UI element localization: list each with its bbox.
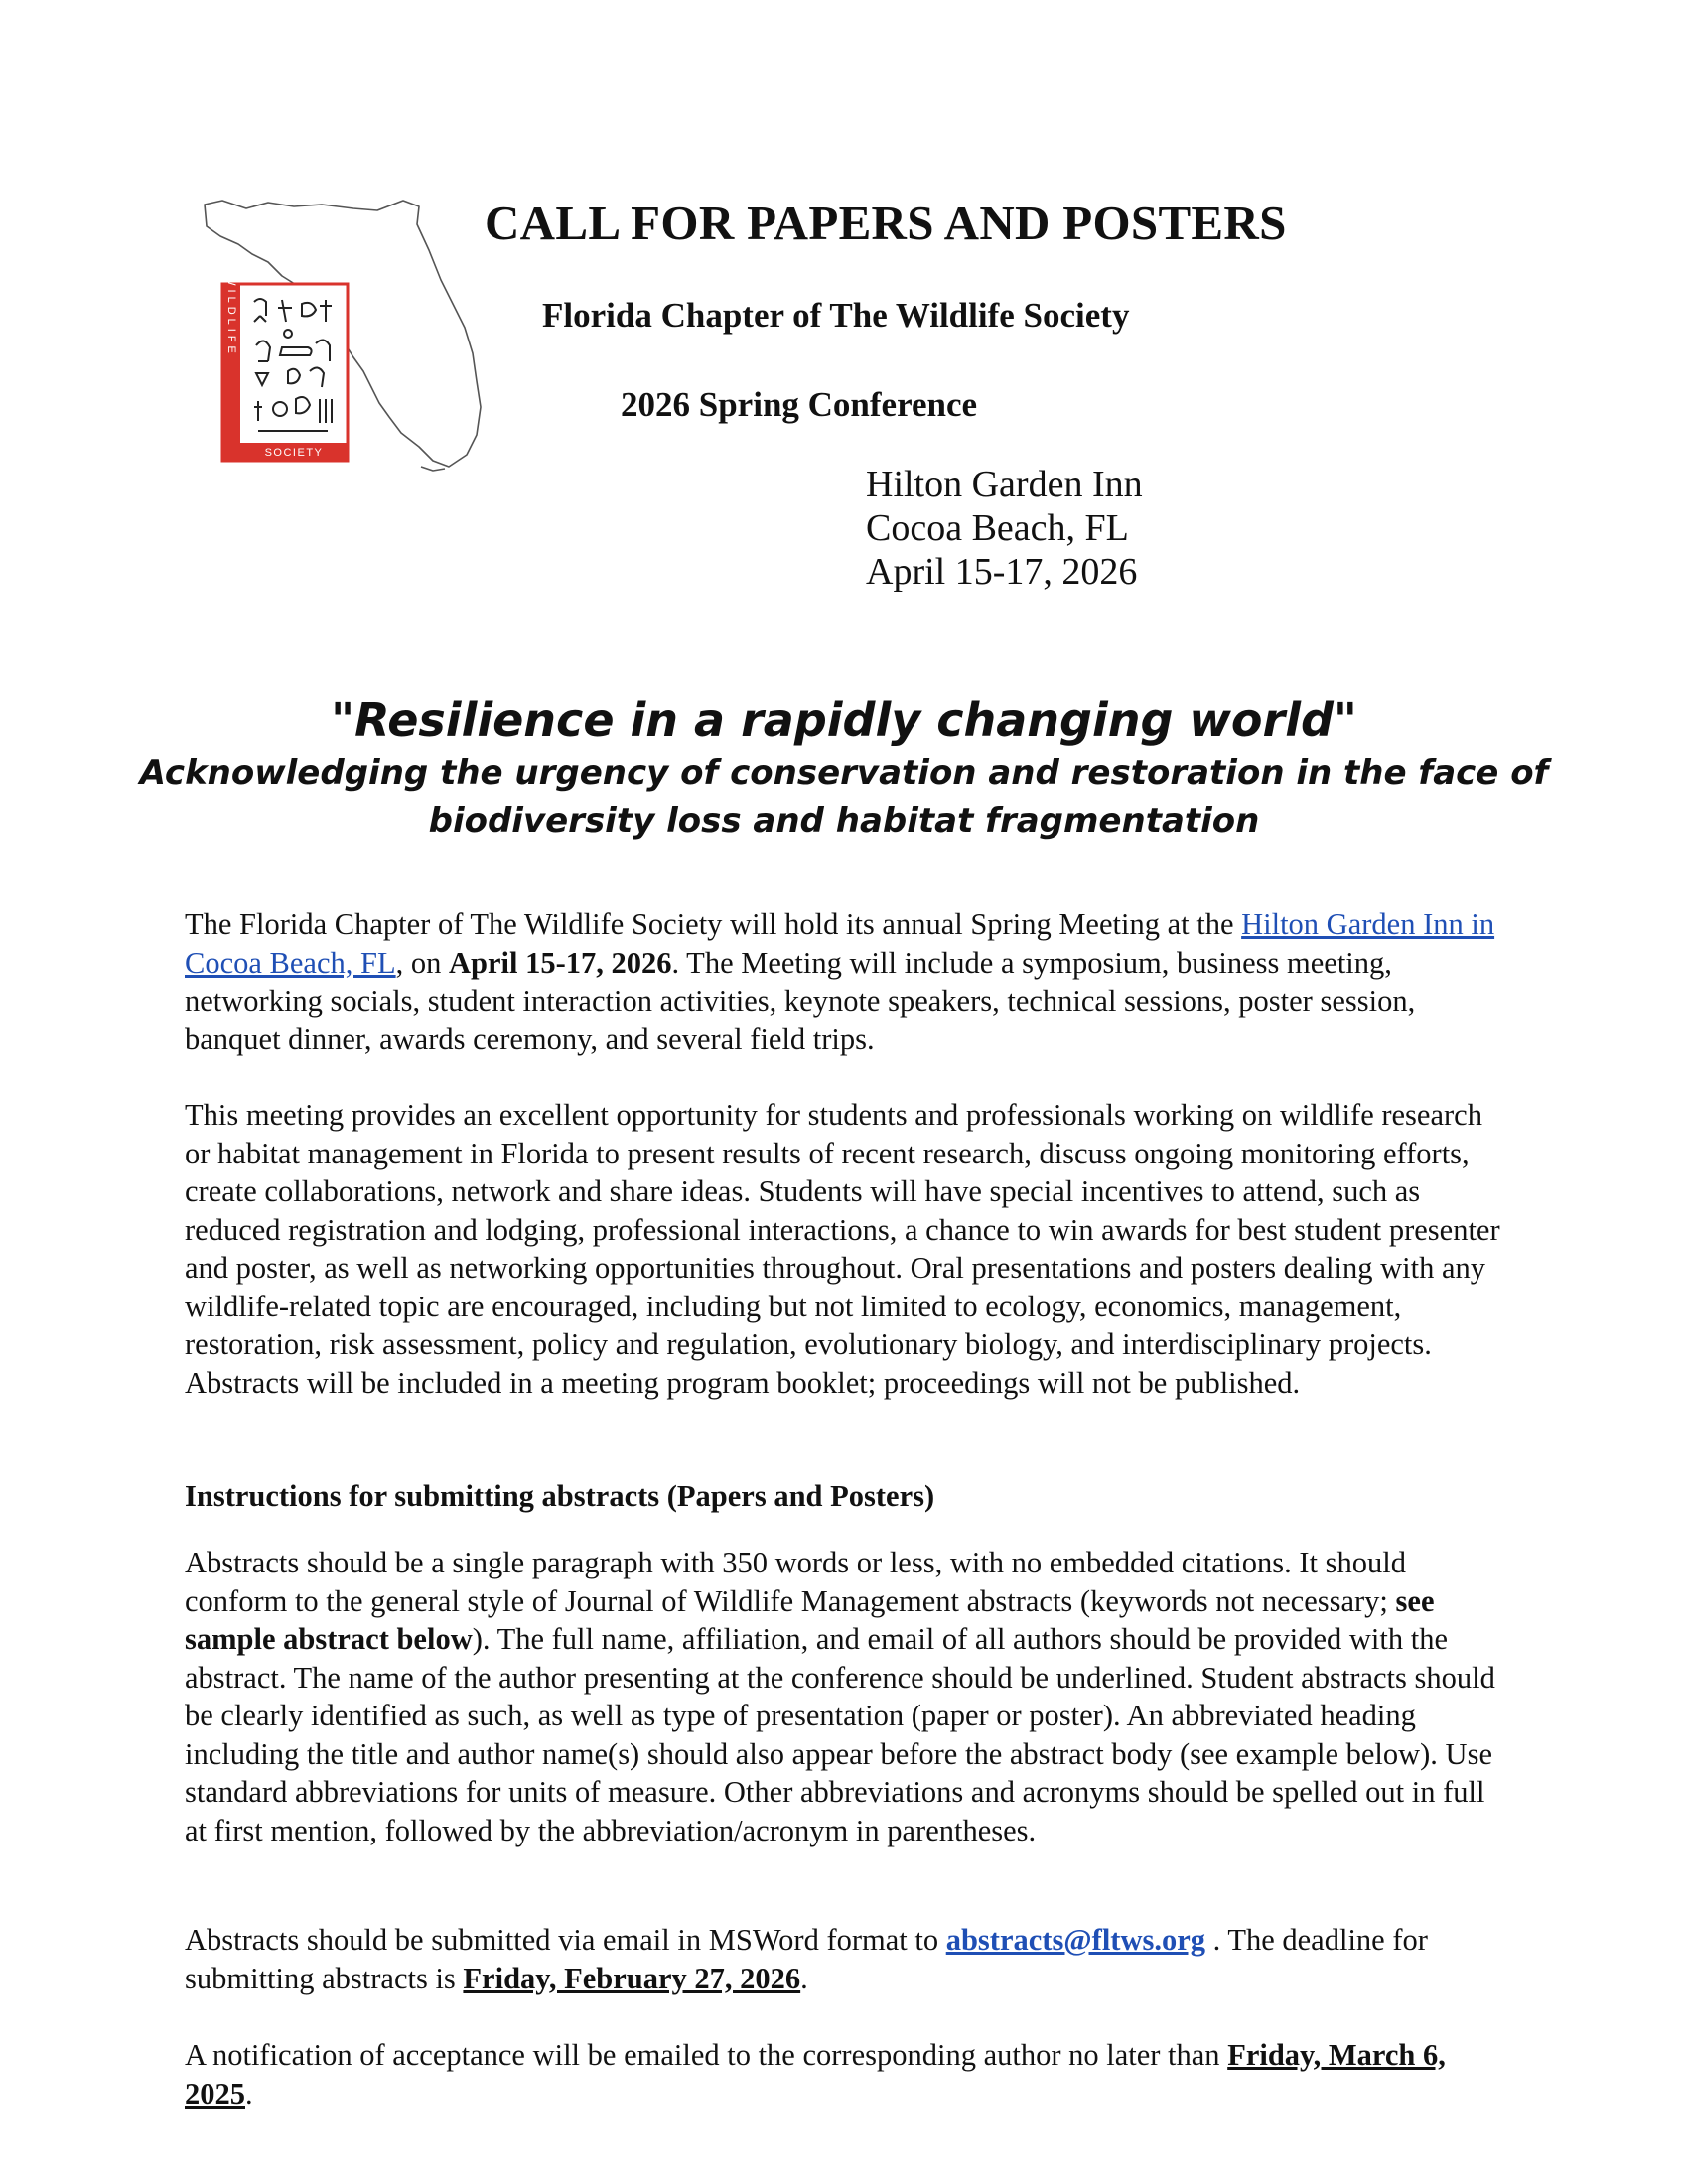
theme-title: "Resilience in a rapidly changing world"	[331, 693, 1357, 747]
submission-deadline: Friday, February 27, 2026	[463, 1961, 801, 1995]
notification-text: A notification of acceptance will be emailed to the corresponding author no later than	[185, 2038, 1228, 2072]
intro-text-end: . The Meeting will include a symposium, business meeting, networking socials, student interaction activities, keynote speakers, technical sessions, poster session, banquet dinner, awards ceremony, and several field trips.	[185, 945, 1416, 1056]
theme-block	[139, 690, 1549, 845]
emblem-vertical-text: THE WILDLIFE	[225, 234, 237, 357]
venue-block	[866, 463, 1143, 594]
page-title: CALL FOR PAPERS AND POSTERS	[485, 196, 1287, 250]
submission-text-end: .	[800, 1961, 808, 1995]
intro-text-mid: , on	[395, 945, 449, 980]
emblem-society-text: SOCIETY	[264, 447, 324, 459]
theme-subtitle-line1: Acknowledging the urgency of conservation and restoration in the face of	[139, 753, 1549, 793]
intro-paragraph	[185, 905, 1505, 1058]
conference-name: 2026 Spring Conference	[621, 385, 978, 424]
venue-name: Hilton Garden Inn	[866, 464, 1143, 505]
notification-text-end: .	[245, 2076, 253, 2111]
instructions-text-end: ). The full name, affiliation, and email of all authors should be provided with the abstract. The name of the author presenting at the conference should be underlined. Student abstracts should be clearly identified as such, as well as type of presentation (paper or poster). An abbreviated heading including the title and author name(s) should also appear before the abstract body (see example below). Use standard abbreviations for units of measure. Other abbreviations and acronyms should be spelled out in full at first mention, followed by the abbreviation/acronym in parentheses.	[185, 1622, 1495, 1847]
instructions-heading: Instructions for submitting abstracts (Papers and Posters)	[185, 1479, 935, 1513]
theme-subtitle-line2: biodiversity loss and habitat fragmentation	[428, 801, 1260, 841]
intro-text: The Florida Chapter of The Wildlife Society will hold its annual Spring Meeting at the	[185, 907, 1242, 941]
wildlife-society-logo	[199, 197, 496, 475]
venue-city: Cocoa Beach, FL	[866, 507, 1129, 549]
notification-paragraph	[185, 2036, 1505, 2113]
abstracts-email-link[interactable]: abstracts@fltws.org	[945, 1923, 1206, 1957]
opportunity-paragraph: This meeting provides an excellent opportunity for students and professionals working on wildlife research or habitat management in Florida to present results of recent research, discuss ongoing monitoring efforts, create collaborations, network and share ideas. Students will have special incentives to attend, such as reduced registration and lodging, professional interactions, a chance to win awards for best student presenter and poster, as well as networking opportunities throughout. Oral presentations and posters dealing with any wildlife-related topic are encouraged, including but not limited to ecology, economics, management, restoration, risk assessment, policy and regulation, evolutionary biology, and interdisciplinary projects. Abstracts will be included in a meeting program booklet; proceedings will not be published.	[185, 1098, 1500, 1400]
instructions-text: Abstracts should be a single paragraph with 350 words or less, with no embedded citations. It should conform to the general style of Journal of Wildlife Management abstracts (keywords not necessary;	[185, 1546, 1406, 1618]
submission-text: Abstracts should be submitted via email in MSWord format to	[185, 1923, 946, 1957]
venue-link[interactable]: Hilton Garden Inn in Cocoa Beach, FL	[185, 907, 1495, 980]
submission-paragraph	[185, 1921, 1505, 1997]
emblem-frame	[222, 284, 348, 461]
venue-dates: April 15-17, 2026	[866, 551, 1138, 593]
meeting-dates: April 15-17, 2026	[448, 945, 672, 980]
instructions-paragraph	[185, 1544, 1505, 1849]
sample-abstract-note: see sample abstract below	[185, 1583, 1435, 1656]
notification-date: Friday, March 6, 2025	[185, 2038, 1446, 2111]
submission-text-mid: . The deadline for submitting abstracts is	[185, 1923, 1428, 1995]
organization-name: Florida Chapter of The Wildlife Society	[542, 296, 1130, 335]
